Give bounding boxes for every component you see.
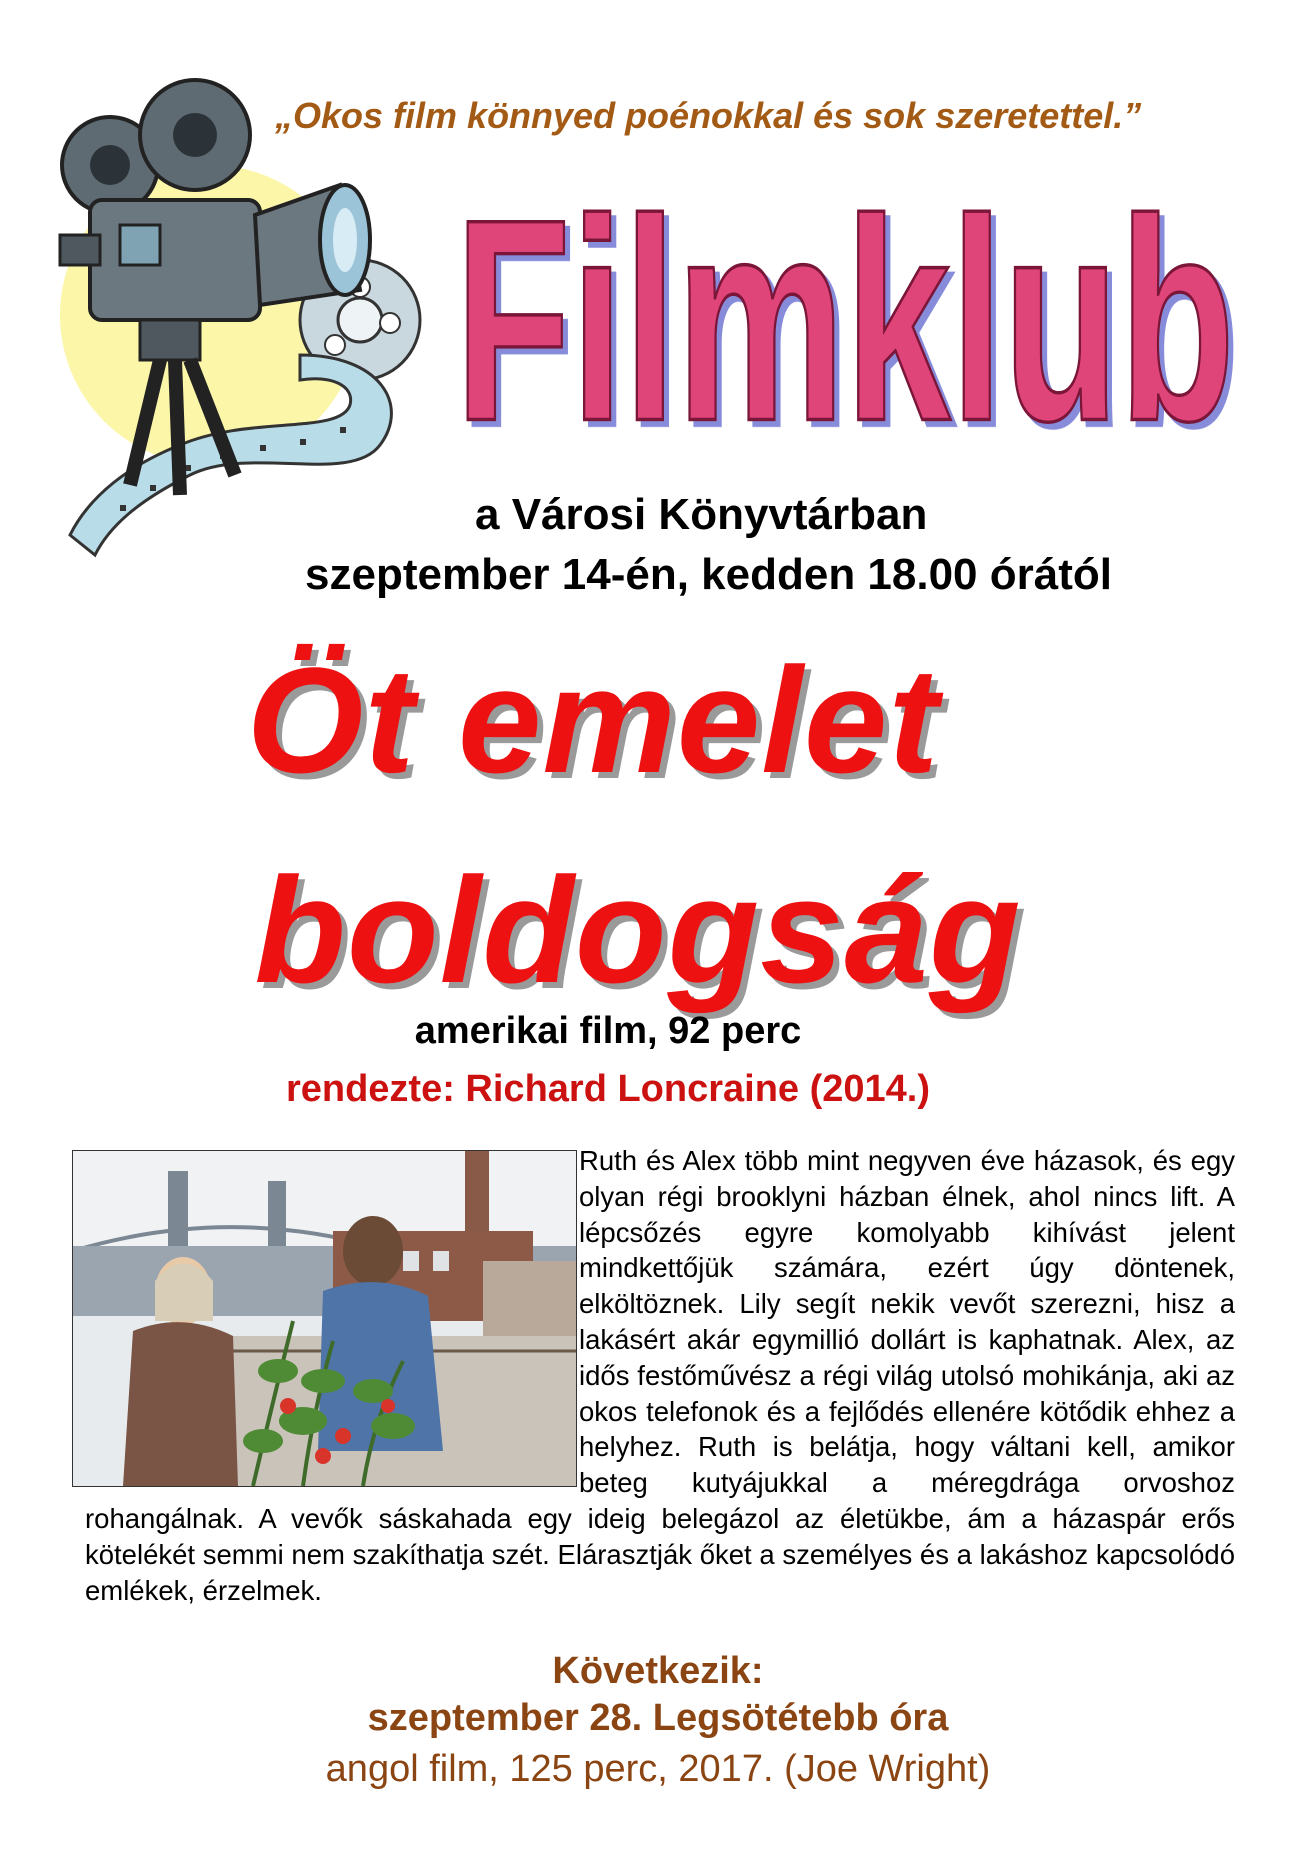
tagline: „Okos film könnyed poénokkal és sok szeretettel.” [275,95,1142,136]
movie-title-line1: Öt emelet [246,636,940,804]
next-title: szeptember 28. Legsötétebb óra [367,1697,949,1739]
svg-text:Filmklub: Filmklub [455,160,1235,482]
next-label: Következik: [552,1650,764,1692]
next-info: angol film, 125 perc, 2017. (Joe Wright) [325,1748,991,1790]
image-float-spacer [72,1143,579,1488]
synopsis-text: Ruth és Alex több mint negyven éve házasok, és egy olyan régi brooklyni házban élnek, ahol nincs lift. A lépcsőzés egyre komolyabb kihívást jelent mindkettőjük számára, ezért úgy döntenek, elköltöznek. Lily segít nekik vevőt szerezni, hisz a lakásért akár egymillió dollárt is kaphatnak. Alex, az idős festőművész a régi világ utolsó mohikánja, aki az okos telefonok és a fejlődés ellenére kötődik ehhez a helyhez. Ruth is belátja, hogy váltani kell, amikor beteg kutyájukkal a méregdrága orvoshoz rohangálnak. A vevők sáskahada egy ideig belegázol az életükbe, ám a házaspár erős kötelékét semmi nem szakíthatja szét. Elárasztják őket a személyes és a lakáshoz kapcsolódó emlékek, érzelmek. [85,1145,1235,1606]
movie-title-line2: boldogság [254,846,1022,1014]
director: rendezte: Richard Loncraine (2014.) [285,1068,931,1110]
film-info: amerikai film, 92 perc [414,1010,802,1052]
club-title [440,155,1250,485]
venue: a Városi Könyvtárban [475,490,928,539]
synopsis [85,1143,1235,1608]
event-datetime: szeptember 14-én, kedden 18.00 órától [305,550,1112,599]
